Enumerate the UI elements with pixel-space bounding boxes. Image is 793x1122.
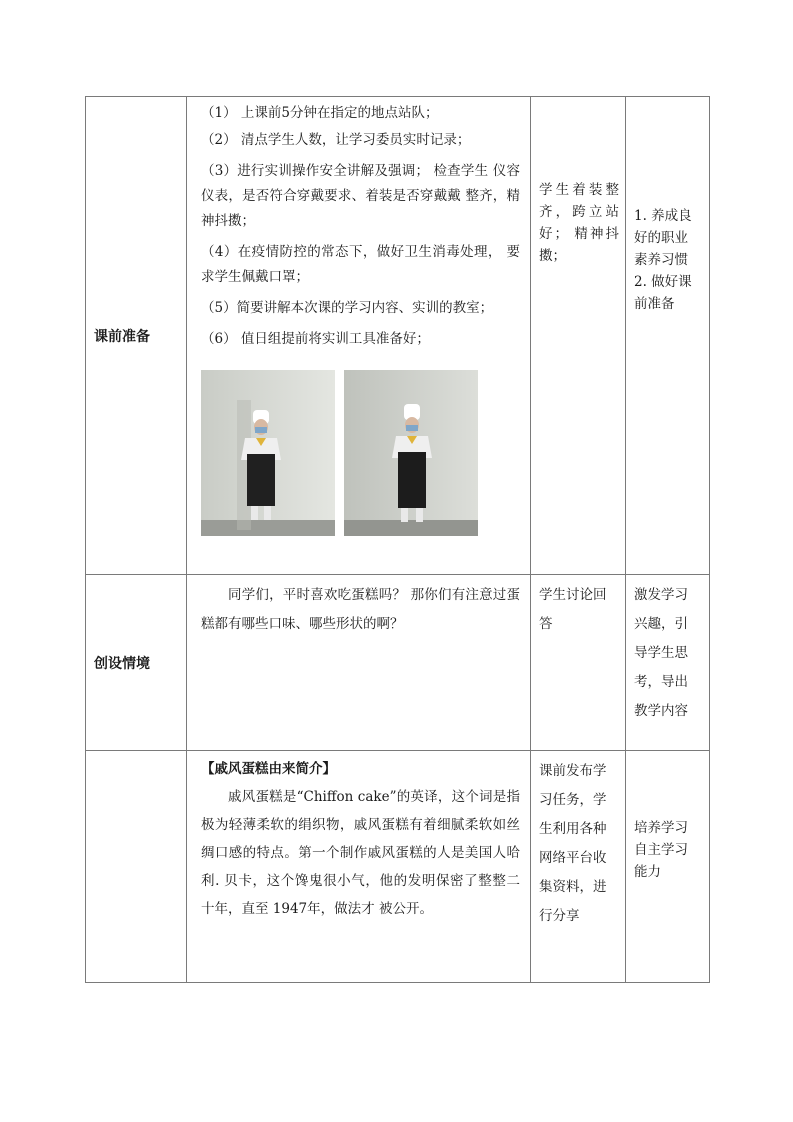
- stage-cell: 创设情境: [86, 575, 187, 751]
- chef-photo-side: [344, 370, 478, 536]
- purpose-cell: [626, 575, 710, 751]
- student-activity: 课前发布学 习任务，学 生利用各种 网络平台收集资料，进行分享: [539, 763, 607, 924]
- purpose-cell: [626, 97, 710, 575]
- stage-cell: 课前准备: [86, 97, 187, 575]
- scenario-text: 同学们，平时喜欢吃蛋糕吗？ 那你们有注意过蛋糕都有哪些口味、哪些形状的啊？: [201, 587, 520, 632]
- table-row-introduction: [86, 751, 710, 983]
- stage-cell: [86, 751, 187, 983]
- table-row-scenario: [86, 575, 710, 751]
- table-row-preparation: [86, 97, 710, 575]
- intro-text: 戚风蛋糕是“Chiffon cake”的英译，这个词是指极为轻薄柔软的绢织物，戚风蛋糕有着细腻柔软如丝绸口感的特点。第一个制作戚风蛋糕的人是美国人哈利. 贝卡，这个馋鬼很小气，他的发明保密了整整二十年，直至 1947年，做法才 被公开。: [201, 789, 520, 917]
- content-cell: [187, 97, 531, 575]
- step-6: （6） 值日组提前将实训工具准备好；: [201, 331, 430, 347]
- purpose-text: 1. 养成良 好的职业 素养习惯 2. 做好课 前准备: [634, 208, 692, 312]
- student-activity: 学生讨论回答: [539, 587, 607, 632]
- step-1: （1） 上课前5分钟在指定的地点站队；: [201, 105, 439, 121]
- purpose-cell: [626, 751, 710, 983]
- content-cell: [187, 751, 531, 983]
- lesson-plan-table: [85, 96, 710, 983]
- content-cell: [187, 575, 531, 751]
- photo-group: [201, 370, 520, 536]
- purpose-text: 培养学习 自主学习 能力: [634, 820, 688, 880]
- section-heading: 【戚风蛋糕由来简介】: [201, 761, 336, 777]
- student-activity-cell: [531, 575, 626, 751]
- step-4: （4）在疫情防控的常态下，做好卫生消毒处理， 要求学生佩戴口罩；: [201, 244, 520, 285]
- step-3: （3）进行实训操作安全讲解及强调； 检查学生 仪容仪表，是否符合穿戴要求、着装是否穿戴戴 整齐，精神抖擞；: [201, 163, 520, 229]
- step-5: （5）简要讲解本次课的学习内容、实训的教室；: [201, 300, 494, 316]
- student-activity-cell: [531, 751, 626, 983]
- step-2: （2） 清点学生人数，让学习委员实时记录；: [201, 132, 471, 148]
- student-activity: 学生着装整齐，跨立站好； 精神抖擞；: [539, 182, 619, 264]
- purpose-text: 激发学习 兴趣，引 导学生思 考，导出 教学内容: [634, 587, 688, 719]
- student-activity-cell: [531, 97, 626, 575]
- chef-photo-front: [201, 370, 335, 536]
